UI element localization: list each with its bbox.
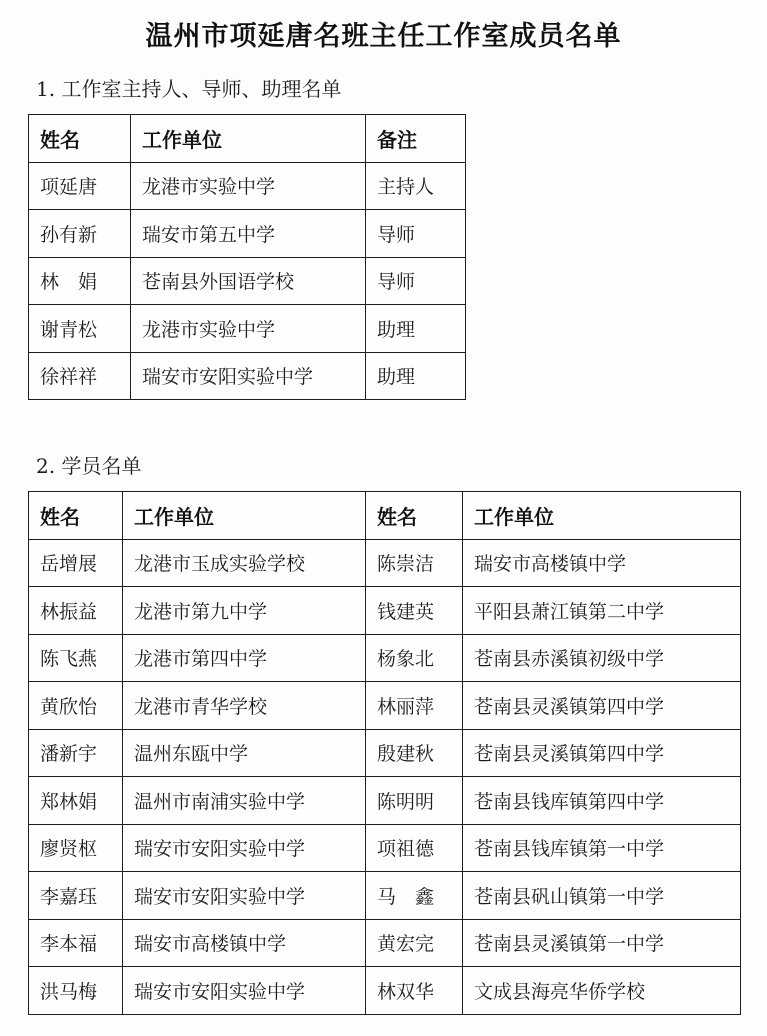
cell-unit: 龙港市实验中学: [131, 162, 366, 210]
column-header-name: 姓名: [29, 115, 131, 163]
cell-name: 岳增展: [29, 539, 123, 587]
cell-name: 殷建秋: [366, 729, 463, 777]
cell-name: 孙有新: [29, 210, 131, 258]
cell-name: 洪马梅: [29, 967, 123, 1015]
table-row: [29, 967, 741, 1015]
column-header-unit: 工作单位: [131, 115, 366, 163]
cell-name: 项延唐: [29, 162, 131, 210]
cell-unit: 龙港市第九中学: [123, 587, 366, 635]
table-row: [29, 634, 741, 682]
cell-name: 黄欣怡: [29, 682, 123, 730]
table-row: [29, 257, 466, 305]
table-row: [29, 777, 741, 825]
cell-unit: 文成县海亮华侨学校: [463, 967, 741, 1015]
cell-name: 陈飞燕: [29, 634, 123, 682]
cell-unit: 瑞安市安阳实验中学: [123, 824, 366, 872]
cell-unit: 温州市南浦实验中学: [123, 777, 366, 825]
cell-note: 助理: [366, 352, 466, 400]
cell-unit: 瑞安市高楼镇中学: [123, 919, 366, 967]
table-row: [29, 305, 466, 353]
column-header-note: 备注: [366, 115, 466, 163]
cell-unit: 平阳县萧江镇第二中学: [463, 587, 741, 635]
page-title: 温州市项延唐名班主任工作室成员名单: [145, 21, 622, 52]
cell-name: 杨象北: [366, 634, 463, 682]
cell-name: 潘新宇: [29, 729, 123, 777]
cell-unit: 瑞安市安阳实验中学: [123, 967, 366, 1015]
cell-name: 项祖德: [366, 824, 463, 872]
cell-name: 廖贤枢: [29, 824, 123, 872]
cell-unit: 苍南县外国语学校: [131, 257, 366, 305]
cell-name: 马 鑫: [366, 872, 463, 920]
cell-unit: 瑞安市安阳实验中学: [131, 352, 366, 400]
students-table: [28, 491, 741, 1015]
column-header-unit: 工作单位: [123, 492, 366, 540]
cell-unit: 龙港市第四中学: [123, 634, 366, 682]
cell-unit: 瑞安市安阳实验中学: [123, 872, 366, 920]
cell-note: 主持人: [366, 162, 466, 210]
table-row: [29, 587, 741, 635]
cell-unit: 苍南县钱库镇第四中学: [463, 777, 741, 825]
table-header-row: [29, 115, 466, 163]
cell-name: 林振益: [29, 587, 123, 635]
column-header-name: 姓名: [29, 492, 123, 540]
cell-name: 钱建英: [366, 587, 463, 635]
cell-unit: 龙港市实验中学: [131, 305, 366, 353]
cell-name: 林 娟: [29, 257, 131, 305]
cell-unit: 苍南县矾山镇第一中学: [463, 872, 741, 920]
table-row: [29, 352, 466, 400]
cell-name: 陈崇洁: [366, 539, 463, 587]
table-row: [29, 729, 741, 777]
staff-table: [28, 114, 466, 400]
cell-unit: 瑞安市第五中学: [131, 210, 366, 258]
cell-unit: 苍南县赤溪镇初级中学: [463, 634, 741, 682]
column-header-unit: 工作单位: [463, 492, 741, 540]
cell-unit: 温州东瓯中学: [123, 729, 366, 777]
cell-name: 陈明明: [366, 777, 463, 825]
cell-name: 林丽萍: [366, 682, 463, 730]
cell-note: 导师: [366, 257, 466, 305]
section-heading-staff: 1. 工作室主持人、导师、助理名单: [36, 77, 342, 101]
table-header-row: [29, 492, 741, 540]
cell-note: 导师: [366, 210, 466, 258]
cell-unit: 瑞安市高楼镇中学: [463, 539, 741, 587]
cell-unit: 苍南县钱库镇第一中学: [463, 824, 741, 872]
cell-note: 助理: [366, 305, 466, 353]
cell-name: 谢青松: [29, 305, 131, 353]
cell-name: 徐祥祥: [29, 352, 131, 400]
cell-name: 郑林娟: [29, 777, 123, 825]
table-row: [29, 682, 741, 730]
cell-unit: 苍南县灵溪镇第四中学: [463, 729, 741, 777]
cell-unit: 龙港市玉成实验学校: [123, 539, 366, 587]
section-heading-students: 2. 学员名单: [36, 454, 142, 478]
table-row: [29, 872, 741, 920]
cell-name: 黄宏完: [366, 919, 463, 967]
table-row: [29, 539, 741, 587]
table-row: [29, 210, 466, 258]
cell-unit: 龙港市青华学校: [123, 682, 366, 730]
cell-name: 林双华: [366, 967, 463, 1015]
cell-unit: 苍南县灵溪镇第一中学: [463, 919, 741, 967]
column-header-name: 姓名: [366, 492, 463, 540]
table-row: [29, 162, 466, 210]
table-row: [29, 919, 741, 967]
cell-unit: 苍南县灵溪镇第四中学: [463, 682, 741, 730]
cell-name: 李本福: [29, 919, 123, 967]
table-row: [29, 824, 741, 872]
cell-name: 李嘉珏: [29, 872, 123, 920]
